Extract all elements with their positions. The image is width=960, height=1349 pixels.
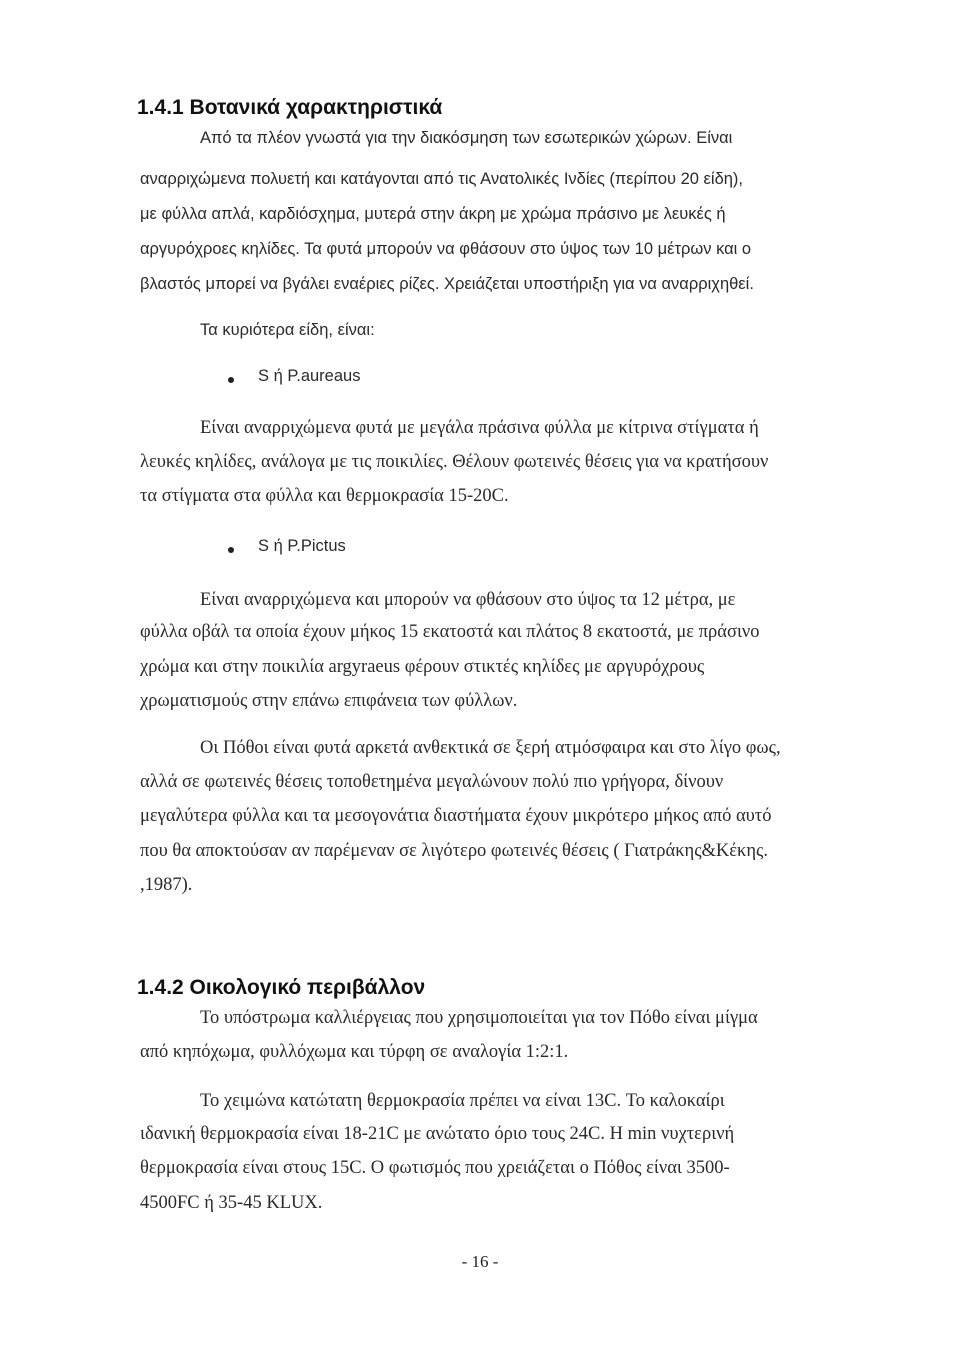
paragraph-line: που θα αποκτούσαν αν παρέμεναν σε λιγότερο φωτεινές θέσεις ( Γιατράκης&Κέκης.: [140, 841, 768, 861]
paragraph-line: φύλλα οβάλ τα οποία έχουν μήκος 15 εκατοστά και πλάτος 8 εκατοστά, με πράσινο: [140, 622, 760, 642]
bullet-icon: [228, 547, 234, 553]
paragraph-line: τα στίγματα στα φύλλα και θερμοκρασία 15-20C.: [140, 486, 509, 506]
paragraph-line: Είναι αναρριχώμενα και μπορούν να φθάσουν στο ύψος τα 12 μέτρα, με: [200, 590, 736, 610]
paragraph-line: αργυρόχροες κηλίδες. Τα φυτά μπορούν να φθάσουν στο ύψος των 10 μέτρων και ο: [140, 240, 752, 258]
species-intro: Τα κυριότερα είδη, είναι:: [200, 321, 375, 339]
paragraph-line: ιδανική θερμοκρασία είναι 18-21C με ανώτατο όριο τους 24C. Η min νυχτερινή: [140, 1124, 735, 1144]
paragraph-line: αλλά σε φωτεινές θέσεις τοποθετημένα μεγαλώνουν πολύ πιο γρήγορα, δίνουν: [140, 772, 724, 792]
paragraph-line: χρώμα και στην ποικιλία argyraeus φέρουν στικτές κηλίδες με αργυρόχρους: [140, 657, 705, 677]
paragraph-line: 4500FC ή 35-45 KLUX.: [140, 1193, 323, 1213]
page-number: - 16 -: [461, 1252, 499, 1271]
section-heading-environment: 1.4.2 Οικολογικό περιβάλλον: [137, 976, 426, 999]
bullet-species-pictus: S ή P.Pictus: [258, 537, 346, 555]
paragraph-line: βλαστός μπορεί να βγάλει εναέριες ρίζες. Χρειάζεται υποστήριξη για να αναρριχηθεί.: [140, 275, 754, 293]
bullet-icon: [228, 377, 234, 383]
paragraph-line: ,1987).: [140, 875, 193, 895]
paragraph-line: Οι Πόθοι είναι φυτά αρκετά ανθεκτικά σε ξερή ατμόσφαιρα και στο λίγο φως,: [200, 738, 781, 758]
paragraph-line: από κηπόχωμα, φυλλόχωμα και τύρφη σε αναλογία 1:2:1.: [140, 1042, 569, 1062]
paragraph-line: αναρριχώμενα πολυετή και κατάγονται από τις Ανατολικές Ινδίες (περίπου 20 είδη),: [140, 170, 744, 188]
paragraph-line: λευκές κηλίδες, ανάλογα με τις ποικιλίες. Θέλουν φωτεινές θέσεις για να κρατήσουν: [140, 452, 769, 472]
bullet-species-aureaus: S ή P.aureaus: [258, 367, 361, 385]
paragraph-line: Είναι αναρριχώμενα φυτά με μεγάλα πράσινα φύλλα με κίτρινα στίγματα ή: [200, 418, 759, 438]
paragraph-line: με φύλλα απλά, καρδιόσχημα, μυτερά στην άκρη με χρώμα πράσινο με λευκές ή: [140, 205, 726, 223]
paragraph-line: θερμοκρασία είναι στους 15C. Ο φωτισμός που χρειάζεται ο Πόθος είναι 3500-: [140, 1158, 730, 1178]
section-heading-botanical: 1.4.1 Βοτανικά χαρακτηριστικά: [137, 96, 443, 119]
paragraph-line: Το χειμώνα κατώτατη θερμοκρασία πρέπει να είναι 13C. Το καλοκαίρι: [200, 1091, 725, 1111]
paragraph-line: Το υπόστρωμα καλλιέργειας που χρησιμοποιείται για τον Πόθο είναι μίγμα: [200, 1008, 758, 1028]
paragraph-line: μεγαλύτερα φύλλα και τα μεσογονάτια διαστήματα έχουν μικρότερο μήκος από αυτό: [140, 806, 772, 826]
paragraph-line: χρωματισμούς στην επάνω επιφάνεια των φύλλων.: [140, 691, 518, 711]
paragraph-line: Από τα πλέον γνωστά για την διακόσμηση των εσωτερικών χώρων. Είναι: [200, 129, 733, 147]
